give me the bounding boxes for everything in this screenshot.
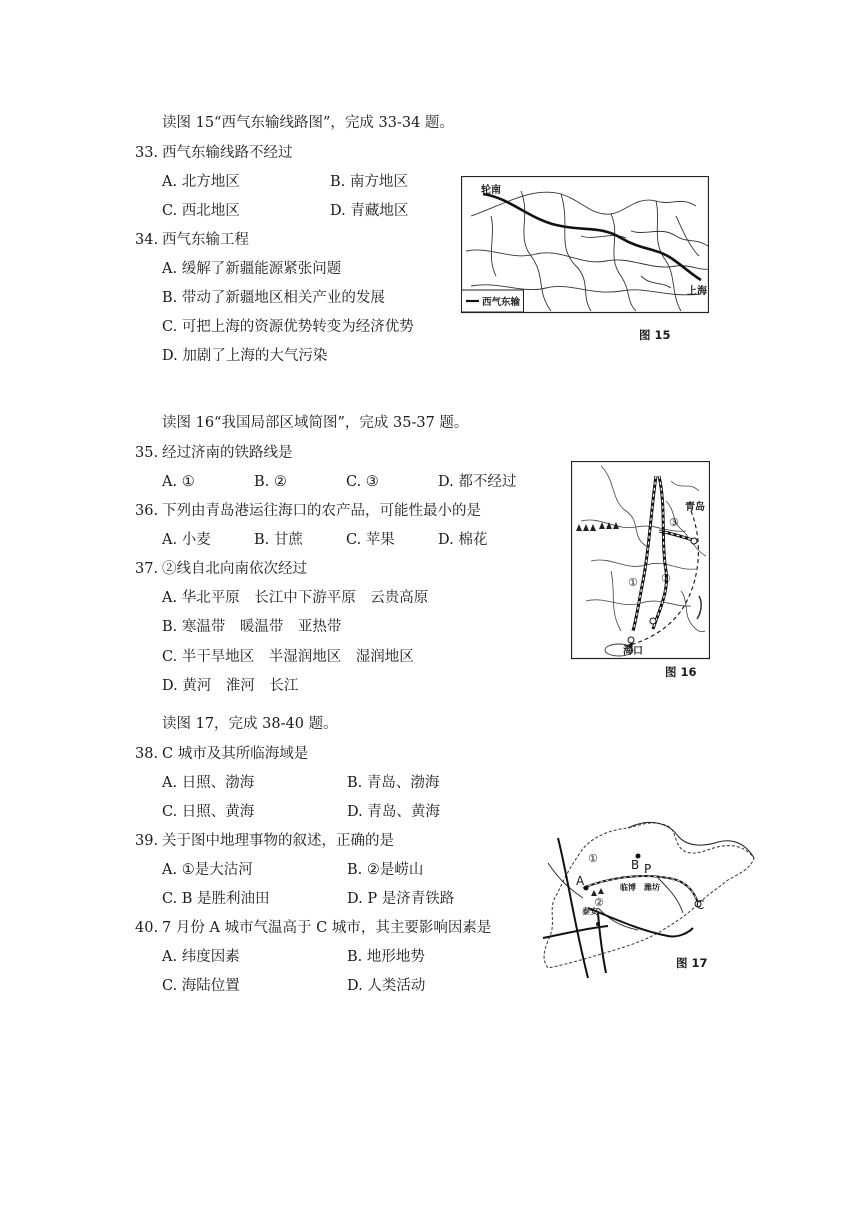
q36-option-a[interactable]: A. 小麦 [162,532,211,548]
q34-option-d[interactable]: D. 加剧了上海的大气污染 [162,348,328,364]
fig17-label-2: ② [594,896,604,909]
question-38-stem: C 城市及其所临海域是 [162,746,309,762]
q39-option-d[interactable]: D. P 是济青铁路 [347,891,455,907]
q38-option-b[interactable]: B. 青岛、渤海 [347,775,440,791]
figure-16-caption: 图 16 [665,665,697,679]
q34-option-a[interactable]: A. 缓解了新疆能源紧张问题 [162,261,342,277]
q36-option-c[interactable]: C. 苹果 [346,532,395,548]
q40-option-c[interactable]: C. 海陆位置 [162,978,240,994]
q38-option-a[interactable]: A. 日照、渤海 [162,775,255,791]
fig15-legend-text: 西气东输 [482,297,521,308]
question-40-stem: 7 月份 A 城市气温高于 C 城市，其主要影响因素是 [162,920,492,936]
question-38-number: 38. [135,746,159,762]
fig16-line-1: ① [628,576,638,589]
fig17-label-taian: 泰安 [582,907,598,916]
question-34-number: 34. [135,232,159,248]
figure-16-map [571,461,710,660]
q39-option-a[interactable]: A. ①是大沽河 [162,862,253,878]
q36-option-d[interactable]: D. 棉花 [438,532,488,548]
fig17-label-c: C [696,898,705,912]
q33-option-c[interactable]: C. 西北地区 [162,203,240,219]
q38-option-c[interactable]: C. 日照、黄海 [162,804,255,820]
fig17-label-p: P [644,862,652,876]
figure-17-caption: 图 17 [676,956,708,970]
q39-option-c[interactable]: C. B 是胜利油田 [162,891,270,907]
question-39-number: 39. [135,833,159,849]
fig16-line-3: ③ [669,516,679,529]
question-39-stem: 关于图中地理事物的叙述，正确的是 [162,833,394,849]
figure-15-map [461,176,709,314]
fig16-label-qingdao: 青岛 [685,502,705,513]
fig17-label-1: ① [588,852,598,865]
q35-option-c[interactable]: C. ③ [346,474,379,490]
q40-option-d[interactable]: D. 人类活动 [347,978,426,994]
q35-option-a[interactable]: A. ① [162,474,195,490]
question-37-number: 37. [135,561,159,577]
q35-option-d[interactable]: D. 都不经过 [438,474,517,490]
fig17-label-zibo: 临博 [620,883,636,892]
question-35-number: 35. [135,445,159,461]
q40-option-b[interactable]: B. 地形地势 [347,949,425,965]
q39-option-b[interactable]: B. ②是崂山 [347,862,424,878]
q33-option-a[interactable]: A. 北方地区 [162,174,240,190]
question-36-stem: 下列由青岛港运往海口的农产品，可能性最小的是 [162,503,481,519]
figure-15-caption: 图 15 [639,328,671,342]
q37-option-a[interactable]: A. 华北平原 长江中下游平原 云贵高原 [162,590,429,606]
intro-figure-15: 读图 15“西气东输线路图”，完成 33-34 题。 [162,115,454,131]
figure-17-map [528,818,758,982]
intro-figure-17: 读图 17，完成 38-40 题。 [162,716,338,732]
fig15-label-shanghai: 上海 [687,286,707,297]
question-35-stem: 经过济南的铁路线是 [162,445,293,461]
fig17-label-a: A [576,874,585,888]
q34-option-b[interactable]: B. 带动了新疆地区相关产业的发展 [162,290,385,306]
fig15-label-lunnan: 轮南 [481,185,501,196]
fig17-label-b: B [631,858,640,872]
q40-option-a[interactable]: A. 纬度因素 [162,949,240,965]
q35-option-b[interactable]: B. ② [254,474,287,490]
intro-figure-16: 读图 16“我国局部区域简图”，完成 35-37 题。 [162,415,469,431]
q37-option-d[interactable]: D. 黄河 淮河 长江 [162,678,299,694]
q33-option-d[interactable]: D. 青藏地区 [330,203,409,219]
question-40-number: 40. [135,920,159,936]
question-33-stem: 西气东输线路不经过 [162,145,293,161]
question-34-stem: 西气东输工程 [162,232,249,248]
question-37-stem: ②线自北向南依次经过 [162,561,307,577]
fig17-label-weifang: 潍坊 [644,883,660,892]
fig16-label-haikou: 海口 [623,646,643,657]
q36-option-b[interactable]: B. 甘蔗 [254,532,303,548]
question-33-number: 33. [135,145,159,161]
q38-option-d[interactable]: D. 青岛、黄海 [347,804,440,820]
q34-option-c[interactable]: C. 可把上海的资源优势转变为经济优势 [162,319,414,335]
q33-option-b[interactable]: B. 南方地区 [330,174,408,190]
question-36-number: 36. [135,503,159,519]
q37-option-b[interactable]: B. 寒温带 暖温带 亚热带 [162,619,342,635]
fig16-line-2: ② [661,572,671,585]
q37-option-c[interactable]: C. 半干旱地区 半湿润地区 湿润地区 [162,649,414,665]
